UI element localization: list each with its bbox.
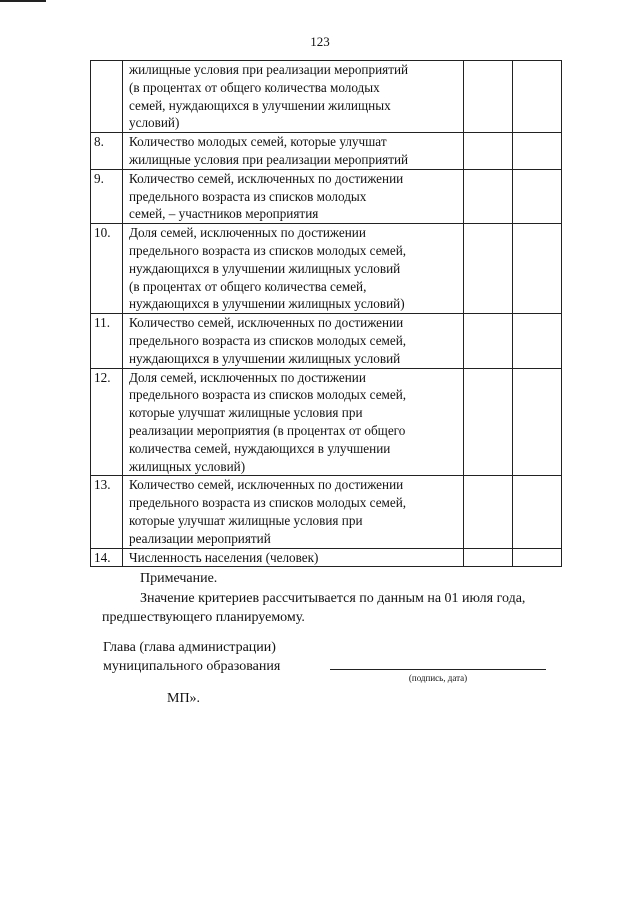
table-row	[91, 368, 562, 476]
row-number-value: 13.	[94, 477, 111, 493]
value-cell-1	[464, 368, 513, 476]
value-cell-1	[464, 61, 513, 133]
criterion-text	[123, 61, 464, 133]
criterion-text-value: Доля семей, исключенных по достижении предельного возраста из списков молодых семей, которые улучшат жилищные условия при реализации мероприятия (в процентах от общего количества семей, нуждающихся в улучшении жилищных условий)	[129, 369, 407, 474]
row-number	[91, 61, 123, 133]
criterion-text-value: Количество молодых семей, которые улучшат жилищные условия при реализации мероприятий	[129, 134, 409, 167]
value-cell-2	[513, 224, 562, 314]
criterion-text-value: Численность населения (человек)	[129, 549, 319, 565]
value-cell-2	[513, 314, 562, 368]
criterion-text	[123, 368, 464, 476]
row-number-value: 11.	[94, 315, 110, 331]
scan-corner-mark	[0, 0, 46, 6]
criterion-text-value: Количество семей, исключенных по достижении предельного возраста из списков молодых семей, которые улучшат жилищные условия при реализации мероприятий	[129, 477, 407, 546]
table-row	[91, 314, 562, 368]
value-cell-2	[513, 169, 562, 223]
note-text: Значение критериев рассчитывается по данным на 01 июля года, предшествующего планируемому.	[102, 591, 526, 625]
criterion-text-value: жилищные условия при реализации мероприятий (в процентах от общего количества молодых семей, нуждающихся в улучшении жилищных условий)	[129, 62, 409, 131]
criteria-table	[90, 60, 562, 567]
value-cell-1	[464, 476, 513, 548]
value-cell-2	[513, 133, 562, 170]
value-cell-1	[464, 314, 513, 368]
criteria-table-body	[91, 61, 562, 567]
row-number-value: 12.	[94, 369, 111, 385]
value-cell-1	[464, 133, 513, 170]
value-cell-1	[464, 548, 513, 567]
criterion-text	[123, 548, 464, 567]
value-cell-1	[464, 224, 513, 314]
page-number: 123	[310, 34, 330, 49]
criterion-text	[123, 224, 464, 314]
row-number-value: 9.	[94, 170, 104, 186]
row-number	[91, 548, 123, 567]
value-cell-2	[513, 368, 562, 476]
table-row	[91, 133, 562, 170]
value-cell-1	[464, 169, 513, 223]
value-cell-2	[513, 476, 562, 548]
table-row	[91, 548, 562, 567]
criterion-text-value: Количество семей, исключенных по достижении предельного возраста из списков молодых семей, нуждающихся в улучшении жилищных условий	[129, 315, 407, 366]
criterion-text	[123, 476, 464, 548]
criterion-text	[123, 314, 464, 368]
row-number	[91, 368, 123, 476]
table-row	[91, 61, 562, 133]
criterion-text	[123, 133, 464, 170]
criterion-text-value: Количество семей, исключенных по достижении предельного возраста из списков молодых семей, – участников мероприятия	[129, 170, 404, 222]
row-number	[91, 476, 123, 548]
table-row	[91, 224, 562, 314]
signature-caption: (подпись, дата)	[408, 673, 468, 683]
table-row	[91, 169, 562, 223]
row-number-value: 14.	[94, 549, 111, 565]
row-number	[91, 224, 123, 314]
table-row	[91, 476, 562, 548]
row-number-value: 8.	[94, 134, 104, 150]
value-cell-2	[513, 61, 562, 133]
row-number-value: 10.	[94, 225, 111, 241]
signature-line	[330, 669, 546, 670]
criterion-text-value: Доля семей, исключенных по достижении предельного возраста из списков молодых семей, нуждающихся в улучшении жилищных условий (в процентах от общего количества семей, нуждающихся в улучшении жилищных условий)	[129, 225, 407, 312]
criterion-text	[123, 169, 464, 223]
row-number	[91, 314, 123, 368]
value-cell-2	[513, 548, 562, 567]
note-title: Примечание.	[140, 571, 218, 586]
row-number	[91, 133, 123, 170]
row-number	[91, 169, 123, 223]
signature-title: Глава (глава администрации) муниципального образования	[103, 640, 281, 674]
stamp-label: МП».	[167, 691, 201, 706]
